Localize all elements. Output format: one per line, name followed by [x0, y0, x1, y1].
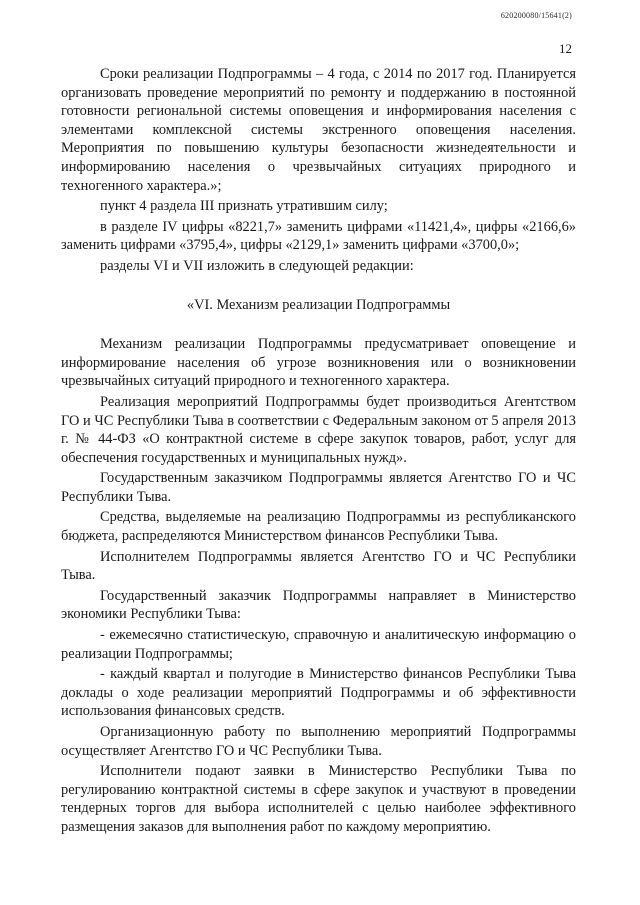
paragraph-funds: Средства, выделяемые на реализацию Подпрограммы из республиканского бюджета, распределяются Министерством финансов Республики Тыва.	[61, 509, 576, 545]
paragraph-deadlines: Сроки реализации Подпрограммы – 4 года, с 2014 по 2017 год. Планируется организовать проведение мероприятий по ремонту и поддержанию в постоянной готовности региональной системы оповещения и информирования населения с элементами комплексной системы экстренного оповещения населения. Мероприятия по повышению культуры безопасности жизнедеятельности и информированию населения о чрезвычайных ситуациях природного и техногенного характера.»;	[61, 66, 576, 194]
paragraph-state-customer: Государственным заказчиком Подпрограммы является Агентство ГО и ЧС Республики Тыва.	[61, 470, 576, 505]
list-item-quarterly: - каждый квартал и полугодие в Министерство финансов Республики Тыва доклады о ходе реализации мероприятий Подпрограммы и об эффективности использования финансовых средств.	[61, 666, 576, 720]
paragraph-mechanism: Механизм реализации Подпрограммы предусматривает оповещение и информирование населения об угрозе возникновения или о возникновении чрезвычайных ситуаций природного и техногенного характера.	[61, 336, 576, 390]
document-body	[61, 65, 576, 839]
page-number: 12	[559, 41, 572, 56]
list-item-monthly: - ежемесячно статистическую, справочную и аналитическую информацию о реализации Подпрограммы;	[61, 627, 576, 662]
section-heading: «VI. Механизм реализации Подпрограммы	[186, 296, 451, 313]
paragraph-sections-vi-vii: разделы VI и VII изложить в следующей редакции:	[100, 257, 414, 274]
paragraph-applications: Исполнители подают заявки в Министерство Республики Тыва по регулированию контрактной системы в сфере закупок и участвуют в проведении тендерных торгов для выбора исполнителей с целью наиболее эффективного размещения заказов для выполнения работ по каждому мероприятию.	[61, 763, 576, 835]
paragraph-clause-4: пункт 4 раздела III признать утратившим силу;	[100, 198, 388, 215]
paragraph-section-iv: в разделе IV цифры «8221,7» заменить цифрами «11421,4», цифры «2166,6» заменить цифрами «3795,4», цифры «2129,1» заменить цифрами «3700,0»;	[61, 218, 576, 254]
paragraph-implementation: Реализация мероприятий Подпрограммы будет производиться Агентством ГО и ЧС Республики Тыва в соответствии с Федеральным законом от 5 апреля 2013 г. № 44-ФЗ «О контрактной системе в сфере закупок товаров, работ, услуг для обеспечения государственных и муниципальных нужд».	[61, 393, 576, 466]
paragraph-organization: Организационную работу по выполнению мероприятий Подпрограммы осуществляет Агентство ГО и ЧС Республики Тыва.	[61, 724, 576, 759]
paragraph-executor: Исполнителем Подпрограммы является Агентство ГО и ЧС Республики Тыва.	[61, 548, 576, 584]
document-id: 620200080/15641(2)	[500, 11, 572, 20]
paragraph-reporting: Государственный заказчик Подпрограммы направляет в Министерство экономики Республики Тыва:	[61, 587, 576, 623]
